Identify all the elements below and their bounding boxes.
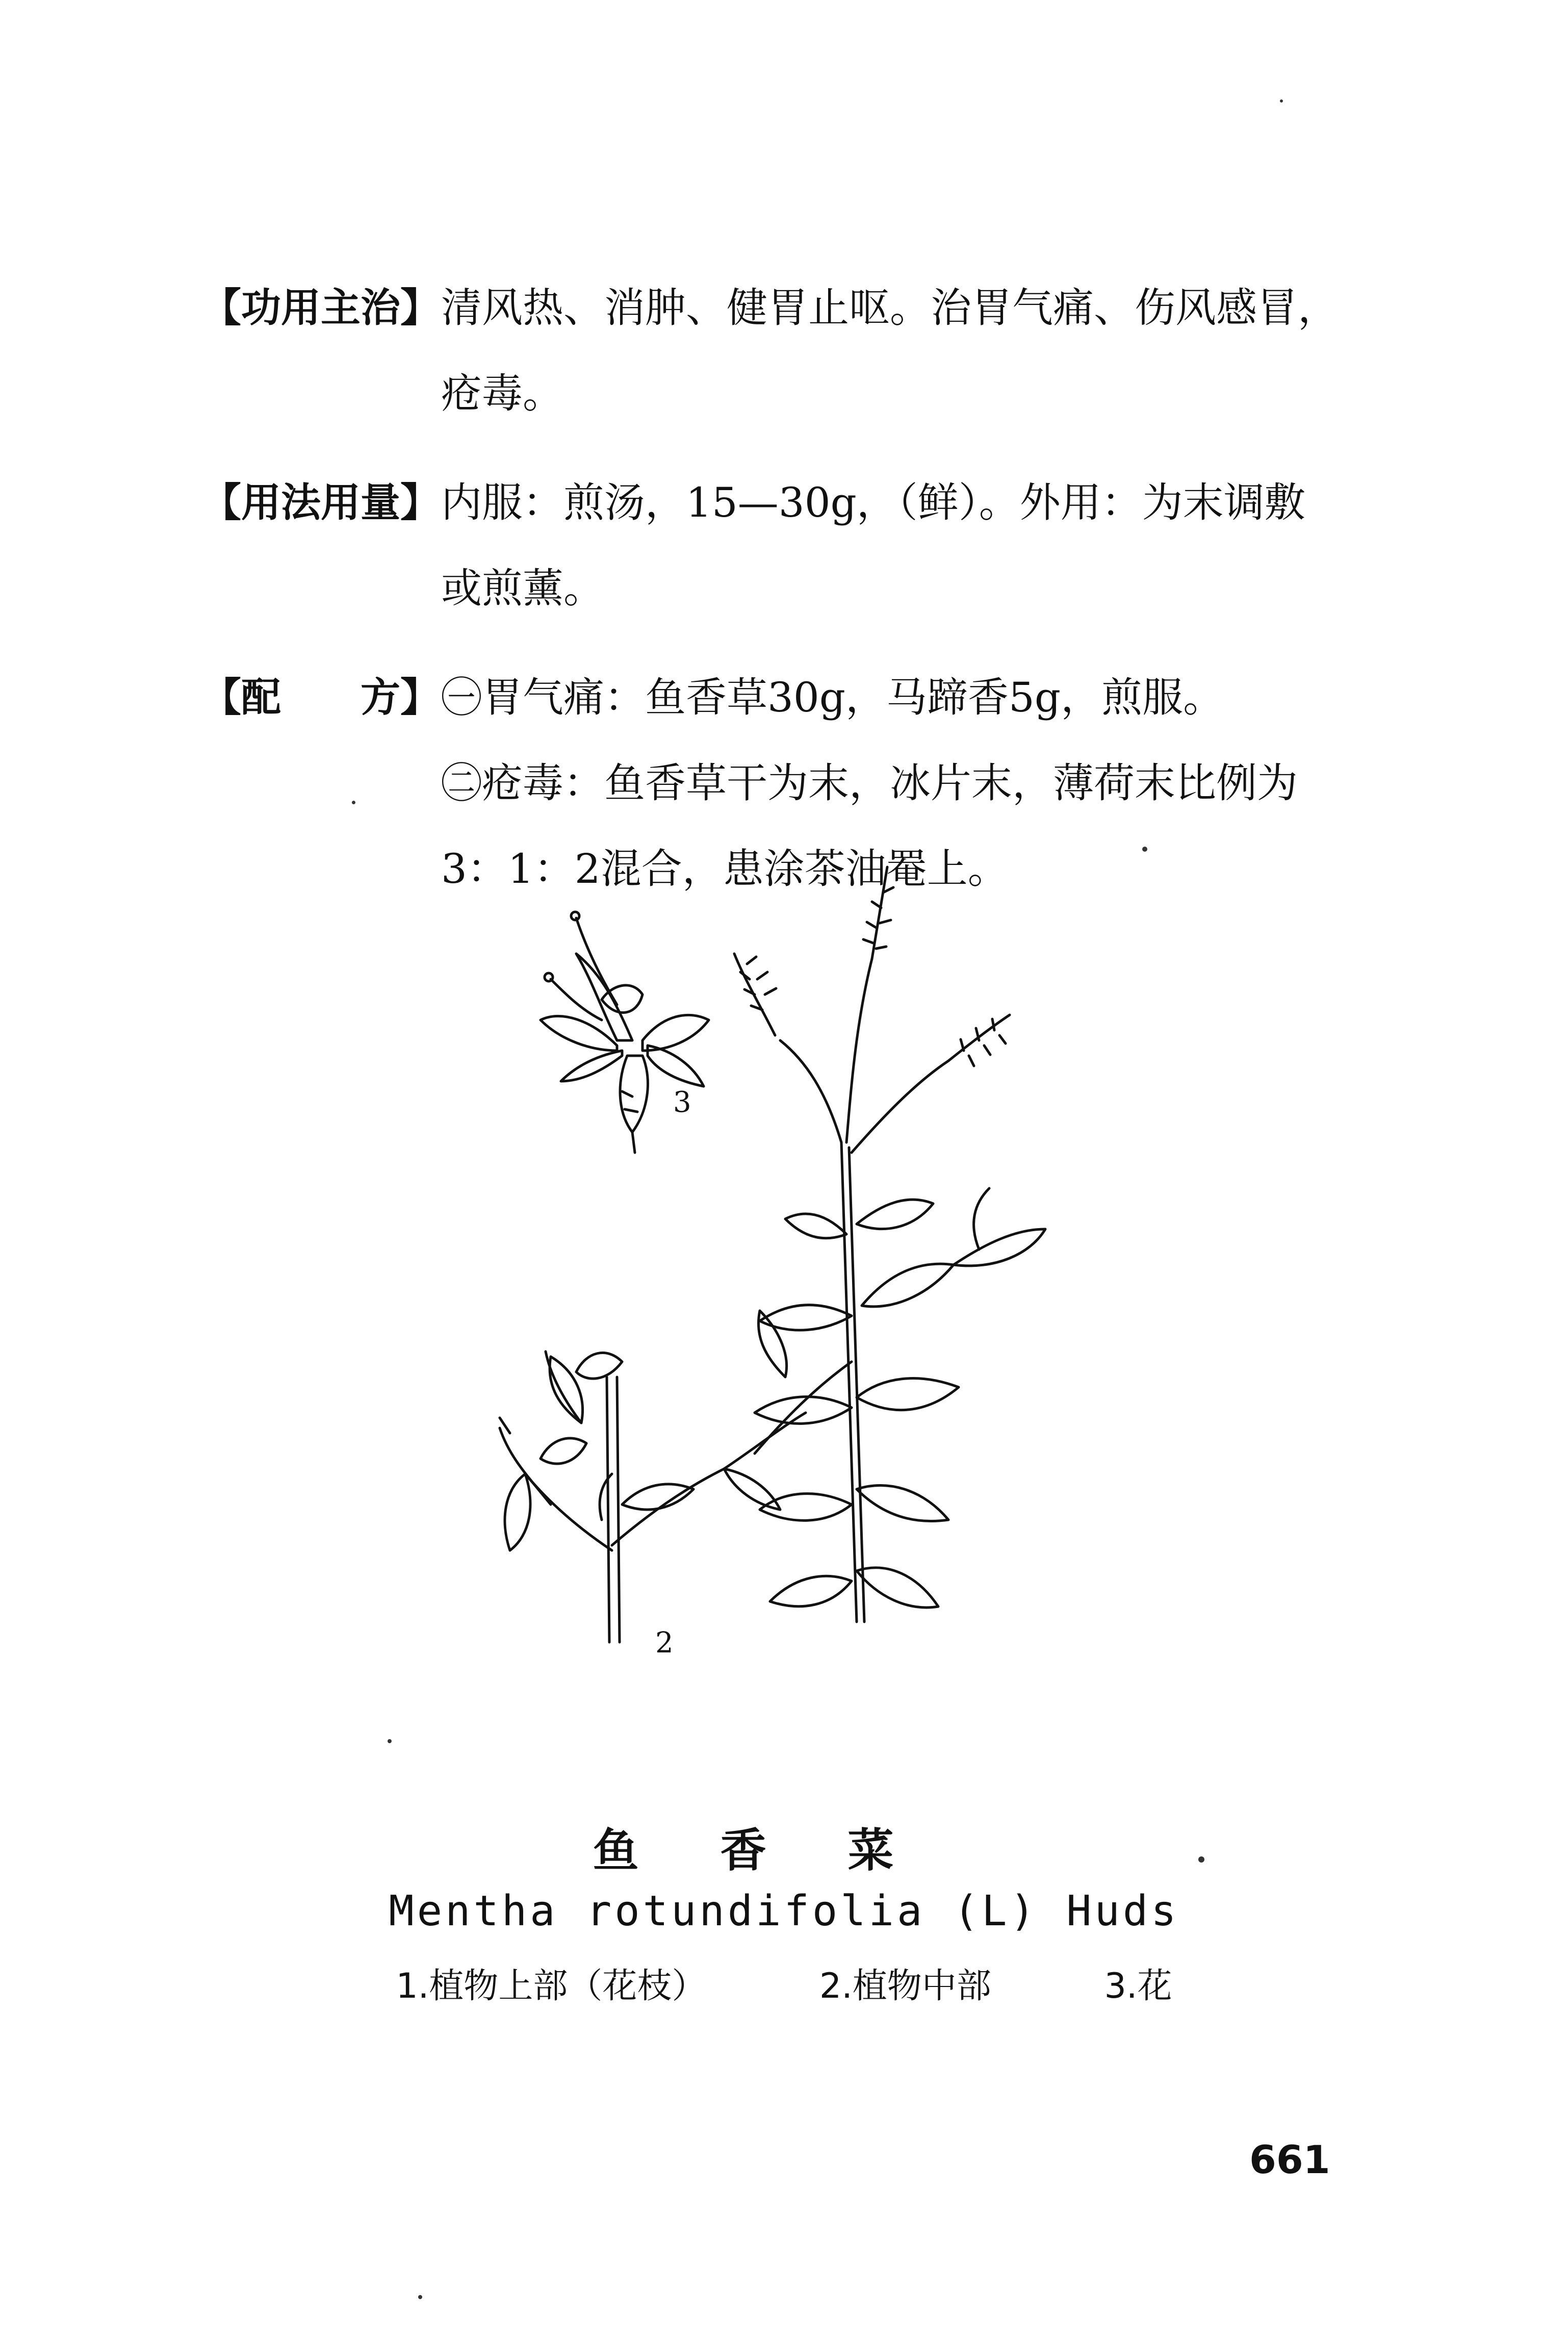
entry-line: 或煎薰。: [441, 565, 604, 612]
figure-legend: [0, 1958, 1568, 2008]
entry-line: ㊀胃气痛：鱼香草30g，马蹄香5g，煎服。: [441, 674, 1224, 721]
figure-caption-latin: Mentha rotundifolia (L) Huds: [389, 1887, 1179, 1935]
entry-line: 3：1：2混合，患涂茶油罨上。: [441, 845, 1009, 893]
legend-item: 3.花: [1104, 1966, 1172, 2006]
entry-line: ㊁疮毒：鱼香草干为末，冰片末，薄荷末比例为: [441, 759, 1298, 807]
scan-speck: [1142, 847, 1147, 852]
plant-illustration: [449, 826, 1163, 1821]
entry-label: 【配 方】: [201, 675, 441, 721]
entry-line: 内服：煎汤，15—30g，（鲜）。外用：为末调敷: [441, 479, 1305, 526]
entry-function: [201, 265, 1415, 437]
scan-speck: [352, 801, 355, 804]
entry-content: [441, 460, 1415, 631]
entry-label: 【用法用量】: [201, 480, 441, 526]
figure-label-flower: 3: [673, 1086, 691, 1119]
legend-item: 2.植物中部: [819, 1966, 991, 2006]
scan-speck: [418, 2295, 422, 2299]
scan-speck: [1198, 1856, 1204, 1863]
figure-caption-chinese: 鱼香菜: [593, 1824, 975, 1877]
page-number: 661: [1249, 2137, 1330, 2182]
scan-speck: [1280, 99, 1283, 103]
figure-label-middle: 2: [655, 1626, 674, 1660]
entry-content: [441, 265, 1415, 437]
scan-speck: [388, 1739, 392, 1743]
legend-item: 1.植物上部（花枝）: [396, 1966, 707, 2006]
entry-usage: [201, 460, 1415, 631]
entry-label: 【功用主治】: [201, 285, 441, 331]
entry-line: 疮毒。: [441, 370, 563, 417]
middle-stem-drawing: [500, 1352, 806, 1642]
entry-line: 清风热、消肿、健胃止呕。治胃气痛、伤风感冒，: [441, 284, 1339, 332]
